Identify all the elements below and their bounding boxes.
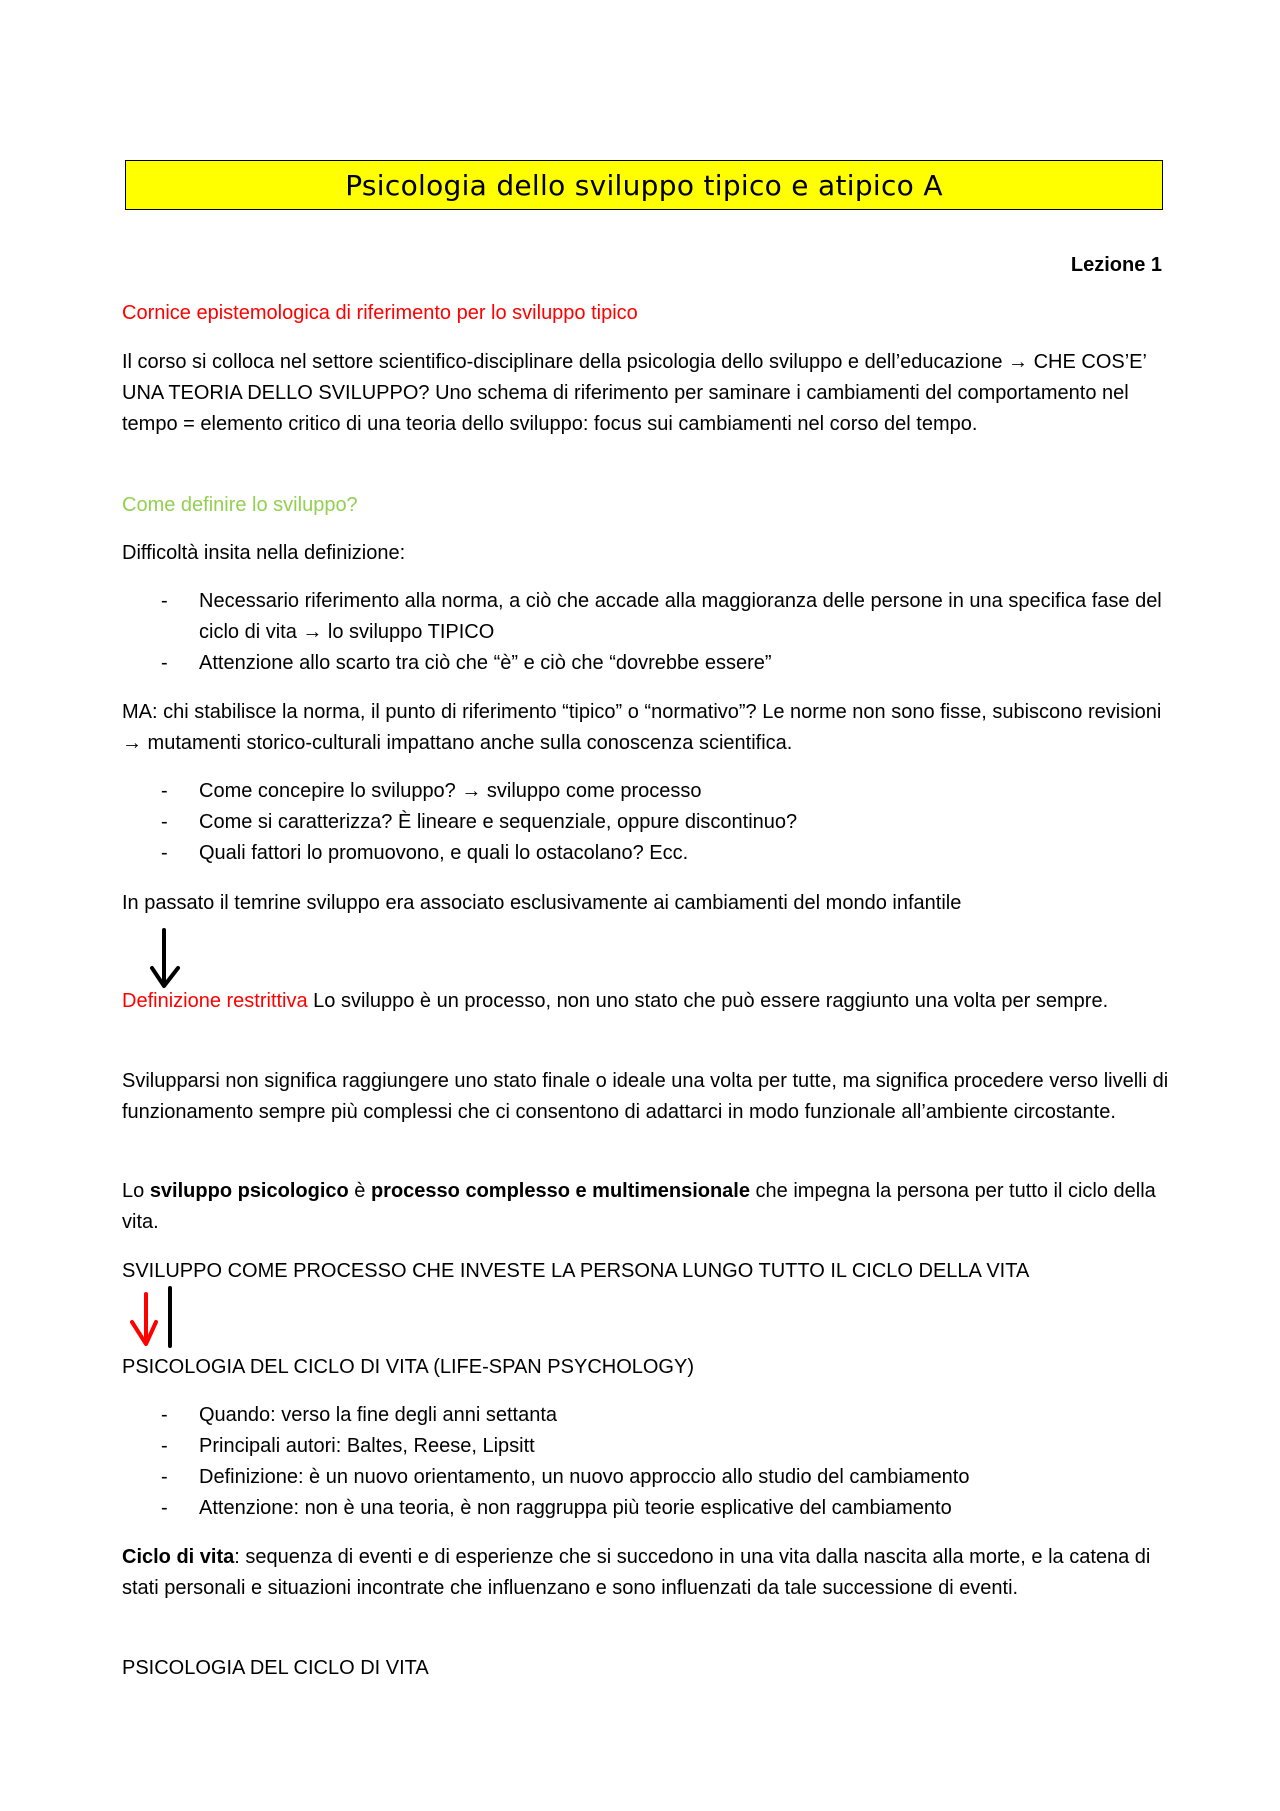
definition-label: Definizione restrittiva [122, 990, 308, 1012]
list-item: - Attenzione: non è una teoria, è non raggruppa più teorie esplicative del cambiamento [161, 1497, 952, 1519]
caps-heading-processo: SVILUPPO COME PROCESSO CHE INVESTE LA PERSONA LUNGO TUTTO IL CICLO DELLA VITA [122, 1260, 1030, 1282]
heading-definire: Come definire lo sviluppo? [122, 494, 358, 516]
paragraph-difficolta: Difficoltà insita nella definizione: [122, 542, 406, 564]
bullet-list-life-span [122, 1400, 1172, 1524]
list-item: - Attenzione allo scarto tra ciò che “è” e ciò che “dovrebbe essere” [161, 652, 772, 674]
down-arrow-icon [148, 928, 188, 990]
list-item: - Come si caratterizza? È lineare e sequenziale, oppure discontinuo? [161, 811, 798, 833]
paragraph-svilupparsi: Svilupparsi non significa raggiungere uno stato finale o ideale una volta per tutte, ma significa procedere verso livelli di funzionamento sempre più complessi che ci consentono di adattarci in modo funzionale all’ambiente circostante. [122, 1070, 1169, 1123]
list-item: - Come concepire lo sviluppo? → sviluppo come processo [161, 780, 702, 802]
list-item: - Necessario riferimento alla norma, a ciò che accade alla maggioranza delle persone in una specifica fase del ciclo di vita → lo sviluppo TIPICO [161, 590, 1162, 643]
list-item: - Quali fattori lo promuovono, e quali lo ostacolano? Ecc. [161, 842, 689, 864]
paragraph-sviluppo-psicologico: Lo sviluppo psicologico è processo complesso e multimensionale che impegna la persona per tutto il ciclo della vita. [122, 1180, 1156, 1233]
paragraph-norma: MA: chi stabilisce la norma, il punto di riferimento “tipico” o “normativo”? Le norme non sono fisse, subiscono revisioni → mutamenti storico-culturali impattano anche sulla conoscenza scientifica. [122, 701, 1162, 754]
paragraph-ciclo-di-vita: Ciclo di vita: sequenza di eventi e di esperienze che si succedono in una vita dalla nascita alla morte, e la catena di stati personali e situazioni incontrate che influenzano e sono influenzati da tale successione di eventi. [122, 1546, 1151, 1599]
heading-cornice: Cornice epistemologica di riferimento per lo sviluppo tipico [122, 302, 638, 324]
list-item: - Quando: verso la fine degli anni settanta [161, 1404, 558, 1426]
caps-heading-ciclo: PSICOLOGIA DEL CICLO DI VITA [122, 1657, 429, 1679]
paragraph-passato: In passato il temrine sviluppo era associato esclusivamente ai cambiamenti del mondo infantile [122, 892, 962, 914]
lesson-label: Lezione 1 [1070, 254, 1162, 276]
red-down-arrow-icon [128, 1286, 178, 1350]
caps-heading-life-span: PSICOLOGIA DEL CICLO DI VITA (LIFE-SPAN PSYCHOLOGY) [122, 1356, 694, 1378]
list-item: - Principali autori: Baltes, Reese, Lipsitt [161, 1435, 535, 1457]
paragraph-corso: Il corso si colloca nel settore scientifico-disciplinare della psicologia dello sviluppo e dell’educazione → CHE COS’E’ UNA TEORIA DELLO SVILUPPO? Uno schema di riferimento per saminare i cambiamenti del comportamento nel tempo = elemento critico di una teoria dello sviluppo: focus sui cambiamenti nel corso del tempo. [122, 351, 1147, 435]
paragraph-definizione: Definizione restrittiva Lo sviluppo è un processo, non uno stato che può essere raggiunto una volta per sempre. [122, 990, 1109, 1012]
bullet-list-domande [122, 776, 1172, 869]
document-title: Psicologia dello sviluppo tipico e atipico A [125, 160, 1163, 210]
list-item: - Definizione: è un nuovo orientamento, un nuovo approccio allo studio del cambiamento [161, 1466, 970, 1488]
bullet-list-norma [122, 586, 1172, 679]
